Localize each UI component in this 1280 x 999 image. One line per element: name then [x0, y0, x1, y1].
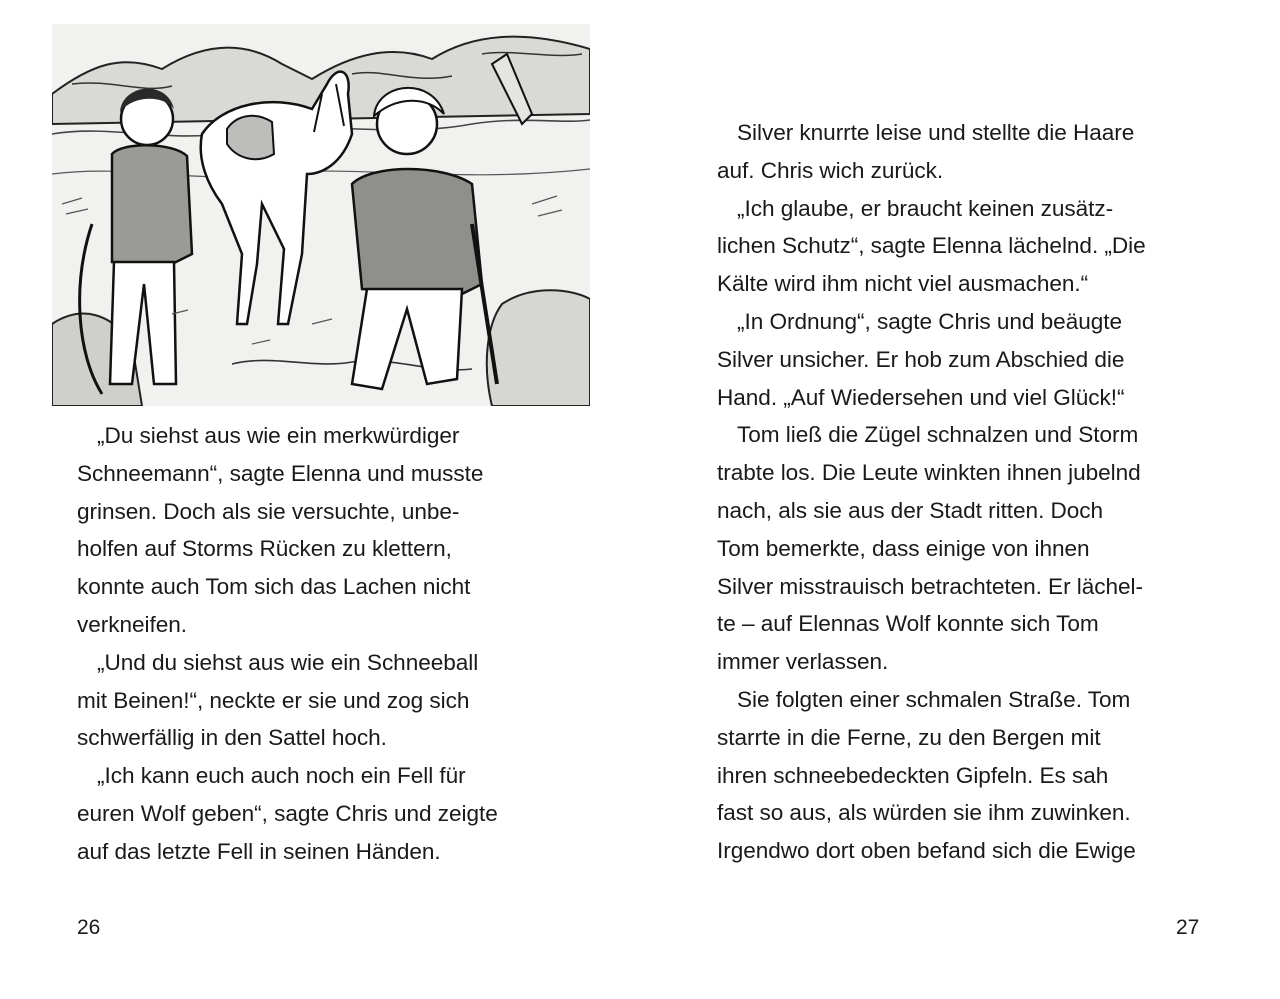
text-line: Sie folgten einer schmalen Straße. Tom [737, 686, 1131, 712]
right-page [640, 0, 1280, 999]
text-line: ihren schneebedeckten Gipfeln. Es sah [717, 762, 1109, 788]
text-line: „Du siehst aus wie ein merkwürdiger [97, 423, 460, 448]
text-line: schwerfällig in den Sattel hoch. [77, 725, 387, 751]
text-line: trabte los. Die Leute winkten ihnen jubelnd [717, 460, 1141, 486]
text-line: immer verlassen. [717, 649, 889, 675]
right-page-text [717, 114, 1217, 870]
text-line: lichen Schutz“, sagte Elenna lächelnd. „Die [717, 233, 1146, 259]
text-line: verkneifen. [77, 611, 187, 637]
story-illustration [52, 24, 590, 406]
text-line: Tom ließ die Zügel schnalzen und Storm [737, 422, 1139, 448]
text-line: nach, als sie aus der Stadt ritten. Doch [717, 497, 1104, 523]
text-line: „Ich glaube, er braucht keinen zusätz- [737, 195, 1114, 221]
text-line: Kälte wird ihm nicht viel ausmachen.“ [717, 271, 1089, 297]
text-line: Irgendwo dort oben befand sich die Ewige [717, 838, 1136, 864]
text-line: auf. Chris wich zurück. [717, 157, 944, 183]
text-line: Tom bemerkte, dass einige von ihnen [717, 535, 1090, 561]
text-line: auf das letzte Fell in seinen Händen. [77, 838, 441, 864]
text-line: Schneemann“, sagte Elenna und musste [77, 460, 484, 486]
text-line: Silver misstrauisch betrachteten. Er lächel- [717, 573, 1143, 599]
text-line: euren Wolf geben“, sagte Chris und zeigte [77, 800, 498, 826]
text-line: Silver knurrte leise und stellte die Haare [737, 120, 1135, 145]
text-line: grinsen. Doch als sie versuchte, unbe- [77, 498, 460, 524]
text-line: te – auf Elennas Wolf konnte sich Tom [717, 611, 1099, 637]
text-line: starrte in die Ferne, zu den Bergen mit [717, 724, 1101, 750]
text-line: Hand. „Auf Wiedersehen und viel Glück!“ [717, 384, 1125, 410]
left-page-text [77, 417, 577, 871]
text-line: mit Beinen!“, neckte er sie und zog sich [77, 687, 470, 713]
text-line: konnte auch Tom sich das Lachen nicht [77, 574, 471, 600]
page-number-left: 26 [77, 916, 101, 939]
text-line: „Ich kann euch auch noch ein Fell für [97, 763, 466, 789]
text-line: „Und du siehst aus wie ein Schneeball [97, 649, 479, 675]
text-line: holfen auf Storms Rücken zu klettern, [77, 536, 452, 562]
text-line: „In Ordnung“, sagte Chris und beäugte [737, 308, 1122, 334]
text-line: fast so aus, als würden sie ihm zuwinken. [717, 800, 1131, 826]
page-number-right: 27 [1176, 916, 1200, 939]
text-line: Silver unsicher. Er hob zum Abschied die [717, 346, 1125, 372]
illustration-drawing [52, 24, 590, 406]
